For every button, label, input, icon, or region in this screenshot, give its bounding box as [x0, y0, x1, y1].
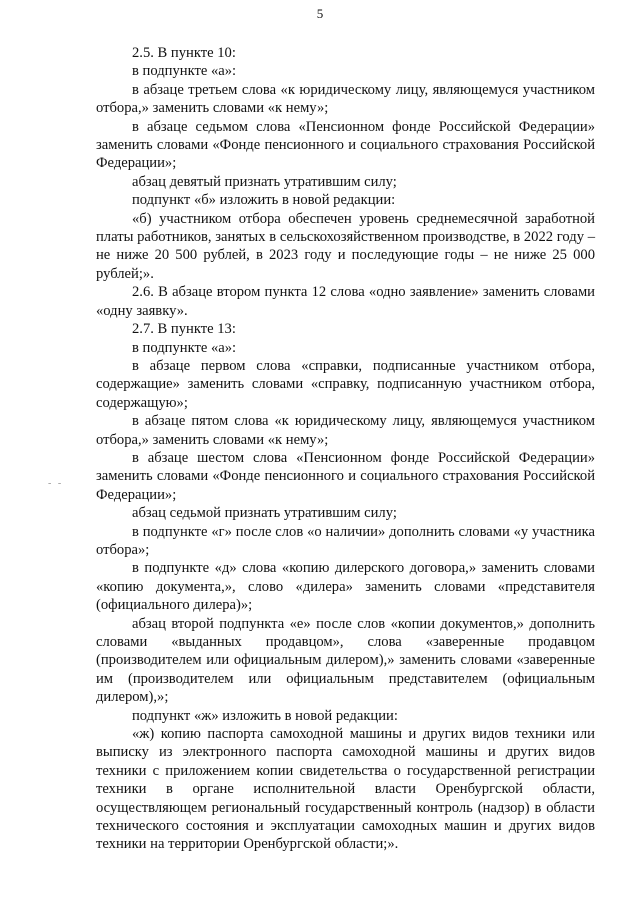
paragraph-abzac-seventh-2: абзац седьмой признать утратившим силу;: [132, 505, 397, 522]
paragraph-abzac-ninth: абзац девятый признать утратившим силу;: [132, 173, 397, 190]
paragraph-2-5-heading: 2.5. В пункте 10:: [132, 45, 236, 61]
document-body: [96, 44, 595, 854]
paragraph-abzac-fifth: в абзаце пятом слова «к юридическому лицу, являющемуся участником отбора,» заменить словами «к нему»;: [96, 413, 595, 448]
paragraph-subpoint-d: в подпункте «д» слова «копию дилерского договора,» заменить словами «копию документа,», слово «дилера» заменить словами «представителя (официального дилера)»;: [96, 560, 595, 614]
paragraph-subpoint-e: абзац второй подпункта «е» после слов «копии документов,» дополнить словами «выданных продавцом», слова «заверенные продавцом (производителем или официальным дилером),» заменить словами «заверенные им (производителем или официальным представителем (официальным дилером),»;: [96, 615, 595, 706]
paragraph-abzac-seventh: в абзаце седьмом слова «Пенсионном фонде Российской Федерации» заменить словами «Фонде пенсионного и социального страхования Российской Федерации»;: [96, 118, 595, 172]
paragraph-subpoint-b-text: «б) участником отбора обеспечен уровень среднемесячной заработной платы работников, занятых в сельскохозяйственном производстве, в 2022 году – не ниже 20 500 рублей, в 2023 году и последующие годы – не ниже 25 000 рублей;».: [96, 210, 595, 282]
paragraph-subpoint-zh-text: «ж) копию паспорта самоходной машины и других видов техники или выписку из электронного паспорта самоходной машины и других видов техники с приложением копии свидетельства о государственной регистрации техники в органе исполнительной власти Оренбургской области, осуществляющем региональный государственный контроль (надзор) в области технического состояния и эксплуатации самоходных машин и других видов техники на территории Оренбургской области;».: [96, 726, 595, 853]
paragraph-2-7-heading: 2.7. В пункте 13:: [132, 321, 236, 338]
paragraph-subpoint-g: в подпункте «г» после слов «о наличии» дополнить словами «у участника отбора»;: [96, 523, 595, 558]
paragraph-subpoint-a-2: в подпункте «а»:: [132, 339, 237, 356]
paragraph-abzac-sixth: в абзаце шестом слова «Пенсионном фонде Российской Федерации» заменить словами «Фонде пенсионного и социального страхования Российской Федерации»;: [96, 449, 595, 503]
paragraph-subpoint-a: в подпункте «а»:: [132, 63, 237, 80]
paragraph-abzac-third: в абзаце третьем слова «к юридическому лицу, являющемуся участником отбора,» заменить словами «к нему»;: [96, 81, 595, 117]
paragraph-abzac-first: в абзаце первом слова «справки, подписанные участником отбора, содержащие» заменить словами «справку, подписанную участником отбора, содержащую»;: [96, 357, 595, 411]
margin-mark: - -: [48, 478, 64, 489]
paragraph-subpoint-b: подпункт «б» изложить в новой редакции:: [132, 192, 396, 209]
paragraph-2-6: 2.6. В абзаце втором пункта 12 слова «одно заявление» заменить словами «одну заявку».: [96, 284, 595, 319]
paragraph-subpoint-zh: подпункт «ж» изложить в новой редакции:: [132, 707, 398, 724]
page-number: 5: [316, 6, 324, 21]
